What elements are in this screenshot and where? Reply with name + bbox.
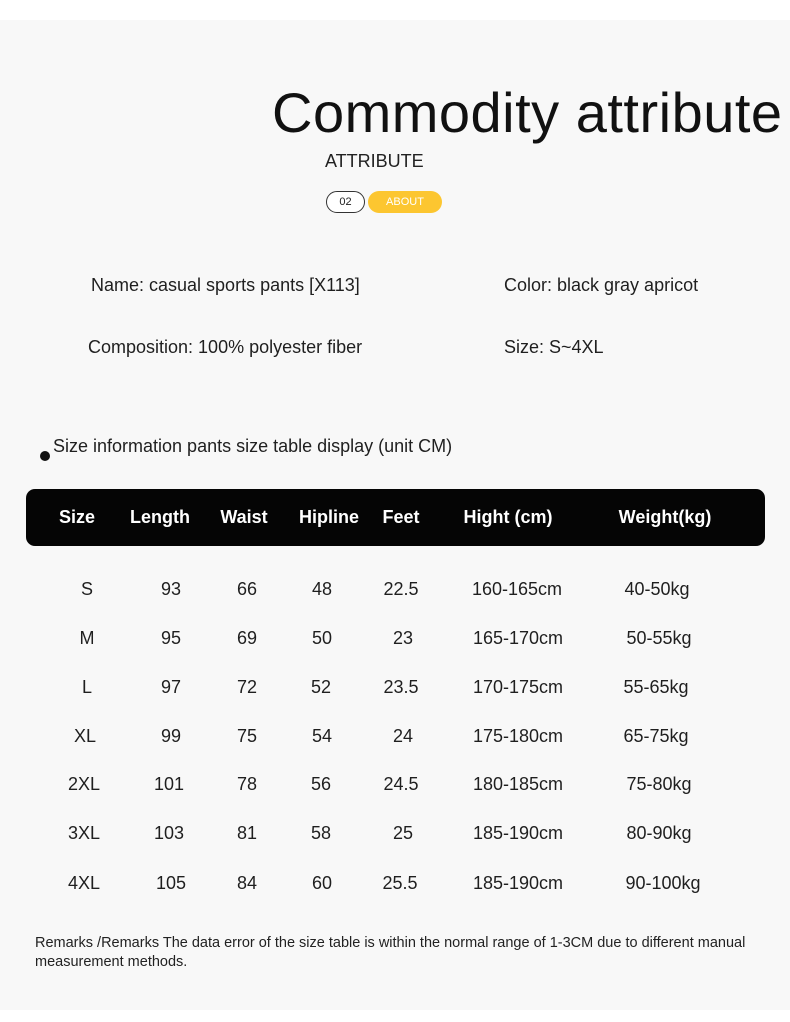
column-header-weight: Weight(kg) [618,507,712,527]
cell-weight: 50-55kg [626,628,692,648]
cell-length: 97 [160,677,182,697]
about-badge: ABOUT [368,191,442,213]
cell-height: 175-180cm [472,726,564,746]
table-row [0,726,790,756]
cell-size: 2XL [67,774,101,794]
table-row [0,774,790,804]
cell-feet: 23 [392,628,414,648]
page-title: Commodity attribute [272,81,783,144]
column-header-hipline: Hipline [298,507,360,527]
cell-size: M [79,628,95,648]
cell-height: 185-190cm [472,823,564,843]
cell-feet: 23.5 [383,677,419,697]
attribute-size: Size: S~4XL [504,337,604,357]
cell-waist: 78 [236,774,258,794]
cell-height: 165-170cm [472,628,564,648]
cell-size: S [80,579,94,599]
table-row [0,628,790,658]
attribute-name: Name: casual sports pants [X113] [91,275,360,295]
cell-waist: 81 [236,823,258,843]
cell-size: 3XL [67,823,101,843]
cell-waist: 72 [236,677,258,697]
cell-hipline: 48 [311,579,333,599]
column-header-size: Size [58,507,96,527]
cell-waist: 75 [236,726,258,746]
cell-hipline: 54 [311,726,333,746]
cell-length: 105 [155,873,187,893]
table-row [0,677,790,707]
cell-length: 103 [153,823,185,843]
column-header-length: Length [130,507,190,527]
cell-hipline: 52 [310,677,332,697]
cell-height: 185-190cm [472,873,564,893]
cell-waist: 84 [236,873,258,893]
size-table-header [26,489,765,546]
cell-feet: 25 [392,823,414,843]
table-row [0,873,790,903]
section-number-badge: 02 [326,191,365,213]
cell-hipline: 50 [311,628,333,648]
cell-size: L [81,677,93,697]
cell-height: 170-175cm [472,677,564,697]
cell-waist: 69 [236,628,258,648]
table-row [0,579,790,609]
cell-hipline: 56 [310,774,332,794]
cell-length: 101 [153,774,185,794]
cell-size: XL [73,726,97,746]
cell-length: 95 [160,628,182,648]
cell-weight: 75-80kg [626,774,692,794]
cell-length: 99 [160,726,182,746]
cell-weight: 80-90kg [626,823,692,843]
cell-feet: 24 [392,726,414,746]
bullet-dot-icon [40,451,50,461]
cell-height: 180-185cm [472,774,564,794]
column-header-height: Hight (cm) [463,507,553,527]
cell-weight: 55-65kg [623,677,689,697]
cell-hipline: 58 [310,823,332,843]
table-row [0,823,790,853]
cell-weight: 40-50kg [624,579,690,599]
cell-feet: 22.5 [383,579,419,599]
cell-feet: 25.5 [382,873,418,893]
attribute-composition: Composition: 100% polyester fiber [88,337,363,357]
page-subtitle: ATTRIBUTE [325,151,424,171]
size-section-heading: Size information pants size table display (unit CM) [53,436,453,456]
cell-weight: 65-75kg [623,726,689,746]
cell-feet: 24.5 [383,774,419,794]
remarks-note: Remarks /Remarks The data error of the size table is within the normal range of 1-3CM due to different manual measurement methods. [35,935,746,970]
cell-length: 93 [160,579,182,599]
cell-waist: 66 [236,579,258,599]
column-header-waist: Waist [220,507,268,527]
cell-height: 160-165cm [471,579,563,599]
attribute-color: Color: black gray apricot [504,275,699,295]
cell-size: 4XL [67,873,101,893]
cell-weight: 90-100kg [625,873,701,893]
column-header-feet: Feet [382,507,420,527]
cell-hipline: 60 [311,873,333,893]
